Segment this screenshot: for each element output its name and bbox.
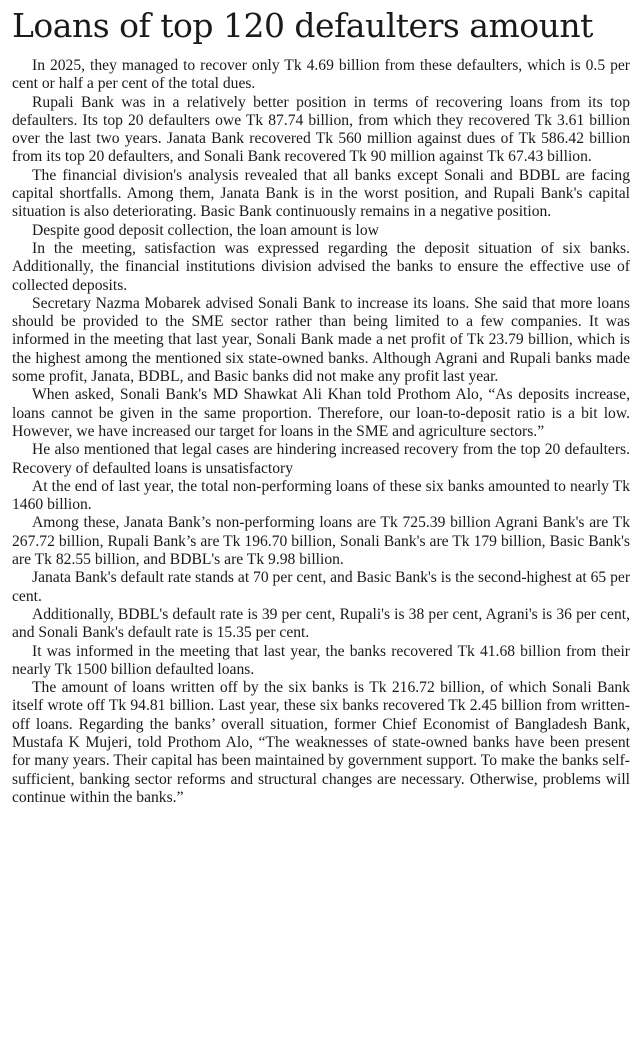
paragraph-recovery-2025: In 2025, they managed to recover only Tk 4.69 billion from these defaulters, which is 0.5 per cent or half a per cent of the total dues. — [12, 57, 630, 93]
paragraph-capital-shortfall: The financial division's analysis revealed that all banks except Sonali and BDBL are facing capital shortfalls. Among them, Janata Bank is in the worst position, and Rupali Bank's capital situation is also deteriorating. Basic Bank continuously remains in a negative position. — [12, 166, 630, 221]
paragraph-md-quote: When asked, Sonali Bank's MD Shawkat Ali Khan told Prothom Alo, “As deposits increase, loans cannot be given in the same proportion. Therefore, our loan-to-deposit ratio is a bit low. However, we have increased our target for loans in the SME and agriculture sectors.” — [12, 386, 630, 440]
paragraph-default-rate-janata: Janata Bank's default rate stands at 70 per cent, and Basic Bank's is the second-highest at 65 per cent. — [12, 569, 631, 605]
paragraph-recovered-amount: It was informed in the meeting that last year, the banks recovered Tk 41.68 billion from their nearly Tk 1500 billion defaulted loans. — [12, 642, 630, 678]
paragraph-subheading-deposit: Despite good deposit collection, the loan amount is low — [32, 221, 379, 239]
article — [12, 6, 630, 807]
paragraph-legal-cases: He also mentioned that legal cases are hindering increased recovery from the top 20 defaulters. Recovery of defaulted loans is unsatisfactory — [12, 441, 630, 477]
paragraph-deposit-situation: In the meeting, satisfaction was expressed regarding the deposit situation of six banks. Additionally, the financial institutions division advised the banks to ensure the effective use of collected deposits. — [12, 239, 630, 294]
paragraph-default-rates-others: Additionally, BDBL's default rate is 39 per cent, Rupali's is 38 per cent, Agrani's is 36 per cent, and Sonali Bank's default rate is 15.35 per cent. — [12, 605, 630, 642]
paragraph-npl-total: At the end of last year, the total non-performing loans of these six banks amounted to nearly Tk 1460 billion. — [12, 477, 630, 514]
paragraph-npl-breakdown: Among these, Janata Bank’s non-performing loans are Tk 725.39 billion Agrani Bank's are Tk 267.72 billion, Rupali Bank’s are Tk 196.70 billion, Sonali Bank's are Tk 179 billion, Basic Bank's are Tk 82.55 billion, and BDBL's are Tk 9.98 billion. — [12, 514, 630, 569]
paragraph-written-off: The amount of loans written off by the six banks is Tk 216.72 billion, of which Sonali Bank itself wrote off Tk 94.81 billion. Last year, these six banks recovered Tk 2.45 billion from written-off loans. Regarding the banks’ overall situation, former Chief Economist of Bangladesh Bank, Mustafa K Mujeri, told Prothom Alo, “The weaknesses of state-owned banks have been present for many years. Their capital has been maintained by government support. To make the banks self-sufficient, banking sector reforms and structural changes are necessary. Otherwise, problems will continue within the banks.” — [12, 679, 630, 806]
paragraph-secretary-advice: Secretary Nazma Mobarek advised Sonali Bank to increase its loans. She said that more loans should be provided to the SME sector rather than being limited to a few companies. It was informed in the meeting that last year, Sonali Bank made a net profit of Tk 23.79 billion, which is the highest among the mentioned six state-owned banks. Although Agrani and Rupali banks made some profit, Janata, BDBL, and Basic banks did not make any profit last year. — [12, 294, 630, 386]
headline: Loans of top 120 defaulters amount — [12, 6, 593, 45]
paragraph-rupali-bank: Rupali Bank was in a relatively better position in terms of recovering loans from its top defaulters. Its top 20 defaulters owe Tk 87.74 billion, from which they recovered Tk 3.61 billion over the last two years. Janata Bank recovered Tk 560 million against dues of Tk 586.42 billion from its top 20 defaulters, and Sonali Bank recovered Tk 90 million against Tk 67.43 billion. — [12, 93, 630, 166]
